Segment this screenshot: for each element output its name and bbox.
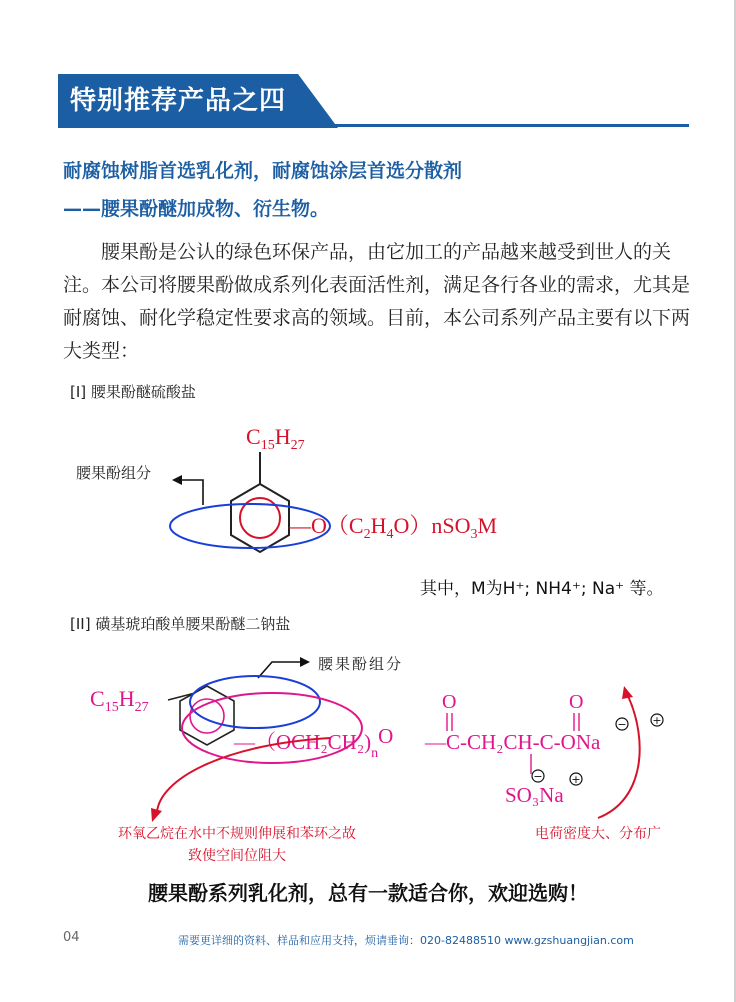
subtitle-line-1: 耐腐蚀树脂首选乳化剂，耐腐蚀涂层首选分散剂	[63, 160, 463, 182]
group-label-2: 腰果酚组分	[318, 655, 404, 673]
counter-ion-note: 其中，M为H⁺; NH4⁺; Na⁺ 等。	[420, 579, 664, 599]
slogan: 腰果酚系列乳化剂，总有一款适合你，欢迎选购！	[148, 881, 588, 905]
formula-2-chain: $—(OCH_2CH_2)_nO$	[234, 724, 394, 761]
svg-text:+: +	[571, 773, 581, 786]
formula-1-alkyl: $C_{15}H_{27}$	[246, 424, 305, 453]
section-1-title: [I] 腰果酚醚硫酸盐	[70, 383, 196, 401]
steric-note-line-2: 致使空间位阻大	[188, 848, 286, 864]
formula-1-chain: $—O(C_2H_4O)nSO_3M$	[289, 513, 498, 542]
sulfonate-group: SO₃Na	[505, 783, 564, 807]
carbonyl-2: O	[569, 691, 584, 713]
svg-text:−: −	[617, 718, 627, 731]
formula-2-alkyl: $C_{15}H_{27}$	[90, 686, 149, 715]
section-2-title: [II] 磺基琥珀酸单腰果酚醚二钠盐	[70, 615, 291, 633]
intro-paragraph: 腰果酚是公认的绿色环保产品，由它加工的产品越来越受到世人的关注。本公司将腰果酚做成系列化表面活性剂，满足各行各业的需求，尤其是耐腐蚀、耐化学稳定性要求高的领域。目前，本公司系列产品主要有以下两大类型：	[63, 241, 691, 362]
svg-text:+: +	[652, 714, 662, 727]
subtitle-line-2: ——腰果酚醚加成物、衍生物。	[63, 198, 330, 220]
svg-text:−: −	[533, 770, 543, 783]
group-label-1: 腰果酚组分	[76, 464, 152, 482]
page-title: 特别推荐产品之四	[70, 86, 287, 116]
carbonyl-1: O	[442, 691, 457, 713]
formula-2-tail: —C-CH₂CH-C-ONa	[425, 730, 601, 754]
charge-note: 电荷密度大、分布广	[535, 826, 661, 842]
page-number: 04	[63, 930, 80, 945]
steric-note-line-1: 环氧乙烷在水中不规则伸展和苯环之故	[118, 826, 356, 842]
footer-contact: 需要更详细的资料、样品和应用支持，烦请垂询：020-82488510 www.gzshuangjian.com	[178, 934, 634, 947]
